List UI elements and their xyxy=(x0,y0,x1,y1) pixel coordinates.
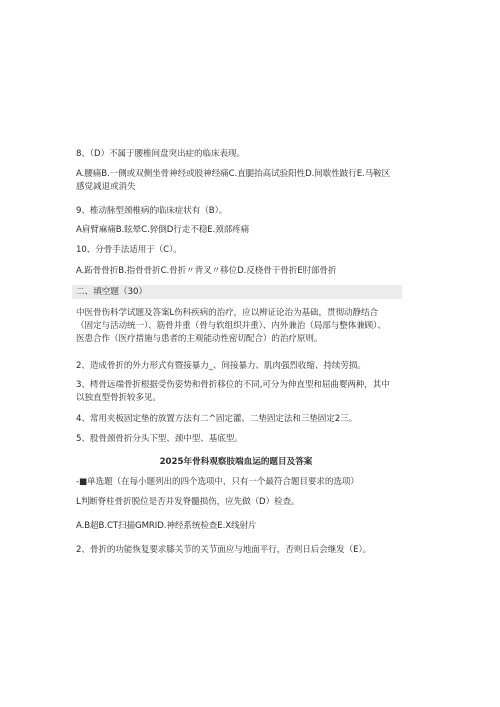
question-10: 10、分骨手法适用于（C）。 xyxy=(76,245,182,255)
question-8: 8、（D）不属于腰椎间盘突出症的临床表现。 xyxy=(76,149,245,159)
question-10-options: A.跖骨骨折B.指骨骨折C.骨折〃背叉〃移位D.反桡骨干骨折E肘部骨折 xyxy=(76,266,337,276)
question-9: 9、椎动脉型颈椎病的临床症状有（B）。 xyxy=(76,206,228,216)
mc-question-1-options: A.B超B.CT扫描GMRID.神经系统检查E.X线射片 xyxy=(76,521,257,531)
mc-question-2: 2、骨折的功能恢复要求膝关节的关节面应与地面平行，否则日后会继发（E）。 xyxy=(76,545,372,555)
part-1-heading: -■单选题（在每小题列出的四个选项中，只有一个最符合题目要求的选项） xyxy=(76,477,359,487)
question-8-options: A.腰痛B.一侧或双侧坐骨神经或股神经痛C.直腿抬高试验阳性D.间歇性跛行E.马鞍区感觉减退或消失 xyxy=(76,169,391,192)
mc-question-1: L判断脊柱骨折脱位是否并发脊髓损伤，应先做（D）检查。 xyxy=(76,497,300,507)
document-title: 2025年骨科观察肢端血运的题目及答案 xyxy=(159,457,313,467)
fill-question-4: 4、常用夹板固定垫的放置方法有二^固定灌、二垫固定法和三垫固定2三。 xyxy=(76,414,358,424)
fill-question-3: 3、樗骨远端骨折根据受伤姿势和骨折移位的不同,可分为伸直型和屈曲婴两种，其中以独直型骨折较多见。 xyxy=(76,380,390,403)
fill-question-5: 5、股骨颈骨折分头下型、颈中型、基底型。 xyxy=(76,434,243,444)
question-9-options: A肩臂麻痛B.眩晕C.猝倒D行走不稳E.颈部疼痛 xyxy=(76,225,250,235)
fill-question-1: 中医骨伤科学试题及答案L伤科疾病的治疗，应以辨证论治为基础，贯彻动静结合（固定与活动统一）、筋骨并重（骨与软组织并重）、内外兼治（局部与整体兼顾）、医患合作（医疗措施与患者的主观能动性密切配合）的治疗原则。 xyxy=(76,308,386,344)
fill-question-2: 2、造成骨折的外力形式有暨接暴力_、间接暴力、肌肉强烈收缩、持续劳损。 xyxy=(76,361,366,371)
section-fill-blank-header: 二、填空题（30） xyxy=(72,285,402,299)
